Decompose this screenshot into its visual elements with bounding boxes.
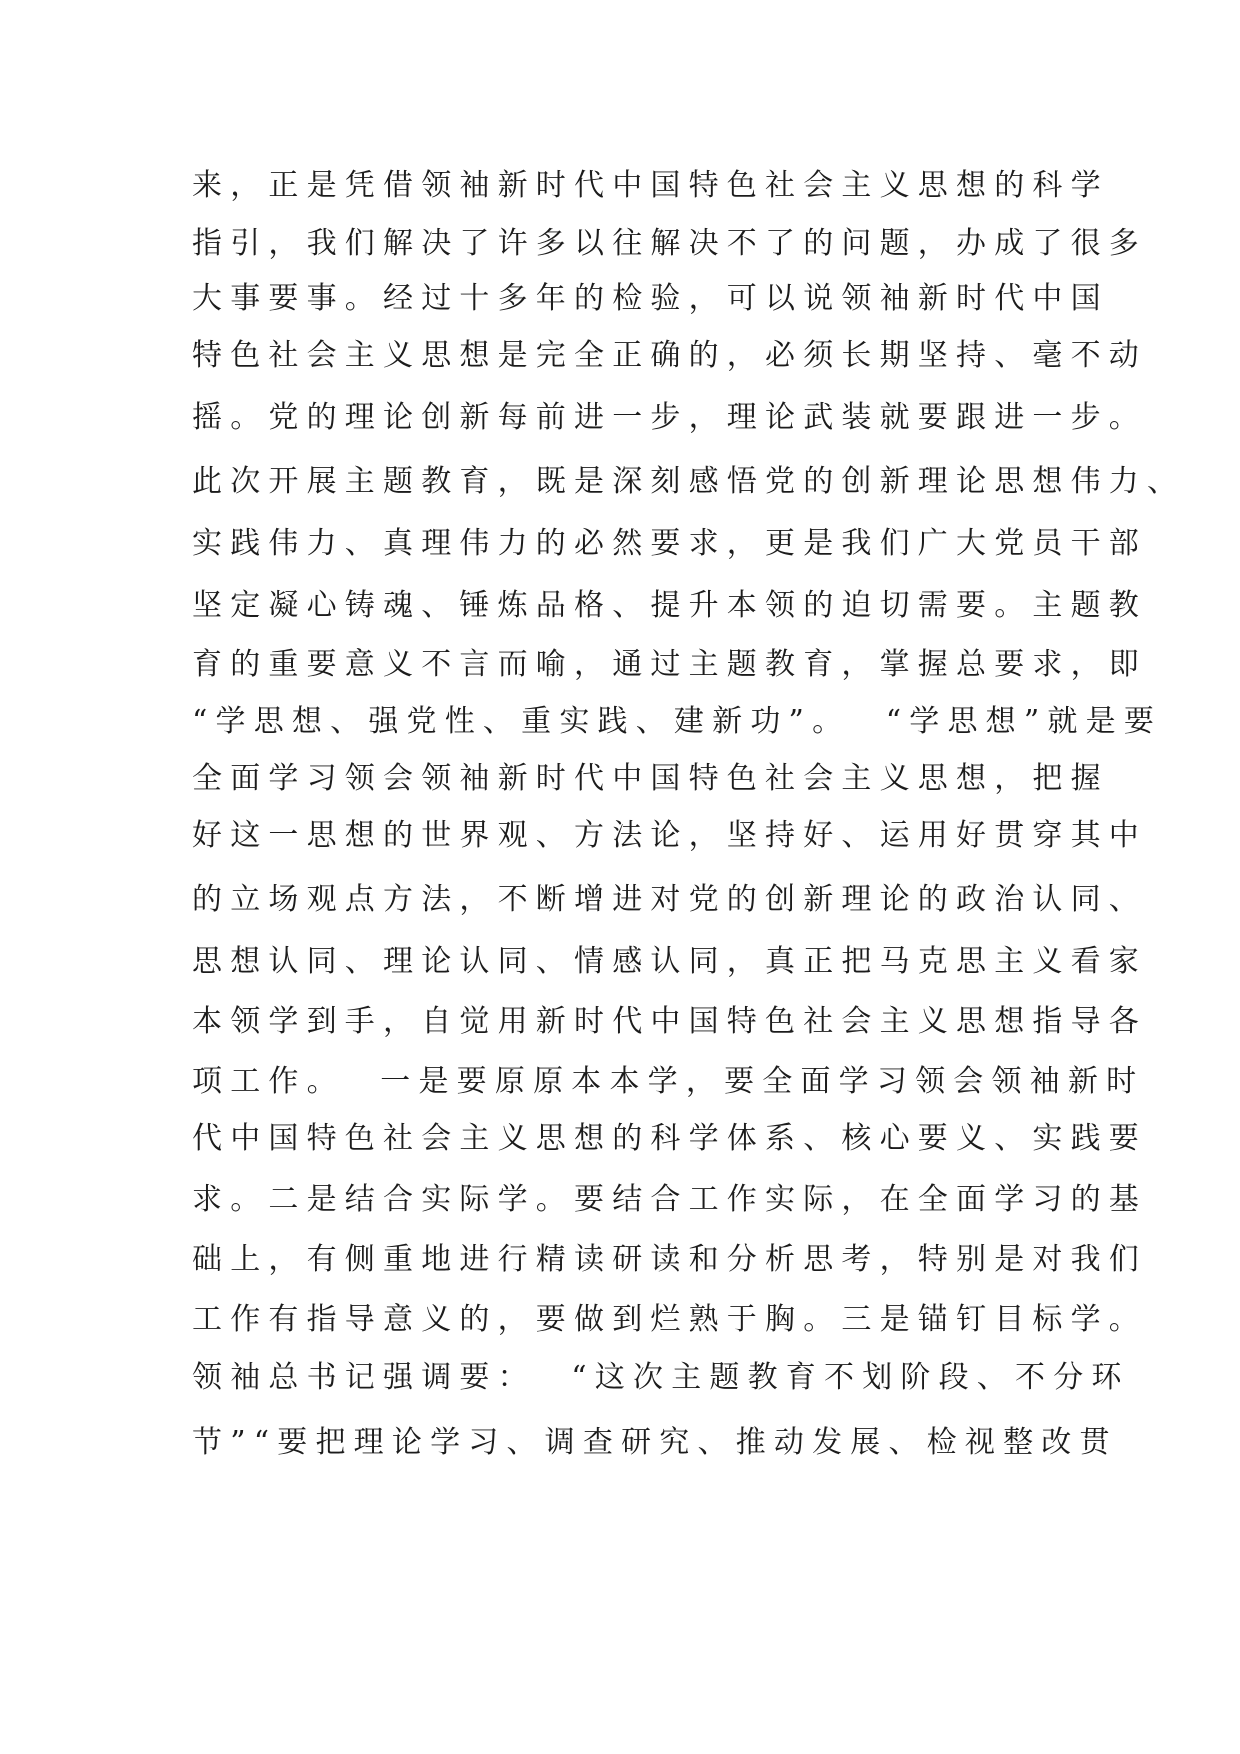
text-line: 领袖总书记强调要： “这次主题教育不划阶段、不分环 [192,1360,1130,1395]
text-line: 指引，我们解决了许多以往解决不了的问题，办成了很多 [192,226,1147,261]
text-line: 代中国特色社会主义思想的科学体系、核心要义、实践要 [192,1121,1147,1156]
text-line: 工作有指导意义的，要做到烂熟于胸。三是锚钉目标学。 [192,1302,1147,1337]
text-line: 础上，有侧重地进行精读研读和分析思考，特别是对我们 [192,1242,1147,1277]
text-line: “学思想、强党性、重实践、建新功”。 “学思想”就是要 [192,704,1163,739]
text-line: 实践伟力、真理伟力的必然要求，更是我们广大党员干部 [192,526,1147,561]
text-line: 摇。党的理论创新每前进一步，理论武装就要跟进一步。 [192,400,1147,435]
text-line: 求。二是结合实际学。要结合工作实际，在全面学习的基 [192,1182,1147,1217]
text-line: 本领学到手，自觉用新时代中国特色社会主义思想指导各 [192,1004,1147,1039]
text-line: 此次开展主题教育，既是深刻感悟党的创新理论思想伟力、 [192,464,1186,499]
text-line: 项工作。 一是要原原本本学，要全面学习领会领袖新时 [192,1064,1145,1099]
text-line: 全面学习领会领袖新时代中国特色社会主义思想，把握 [192,761,1109,796]
text-line: 坚定凝心铸魂、锤炼品格、提升本领的迫切需要。主题教 [192,588,1147,623]
text-line: 来，正是凭借领袖新时代中国特色社会主义思想的科学 [192,168,1109,203]
text-line: 节”“要把理论学习、调查研究、推动发展、检视整改贯 [192,1425,1118,1460]
text-line: 大事要事。经过十多年的检验，可以说领袖新时代中国 [192,281,1109,316]
text-line: 的立场观点方法，不断增进对党的创新理论的政治认同、 [192,882,1147,917]
text-line: 育的重要意义不言而喻，通过主题教育，掌握总要求，即 [192,647,1147,682]
text-line: 好这一思想的世界观、方法论，坚持好、运用好贯穿其中 [192,818,1147,853]
text-line: 思想认同、理论认同、情感认同，真正把马克思主义看家 [192,944,1147,979]
text-line: 特色社会主义思想是完全正确的，必须长期坚持、毫不动 [192,338,1147,373]
